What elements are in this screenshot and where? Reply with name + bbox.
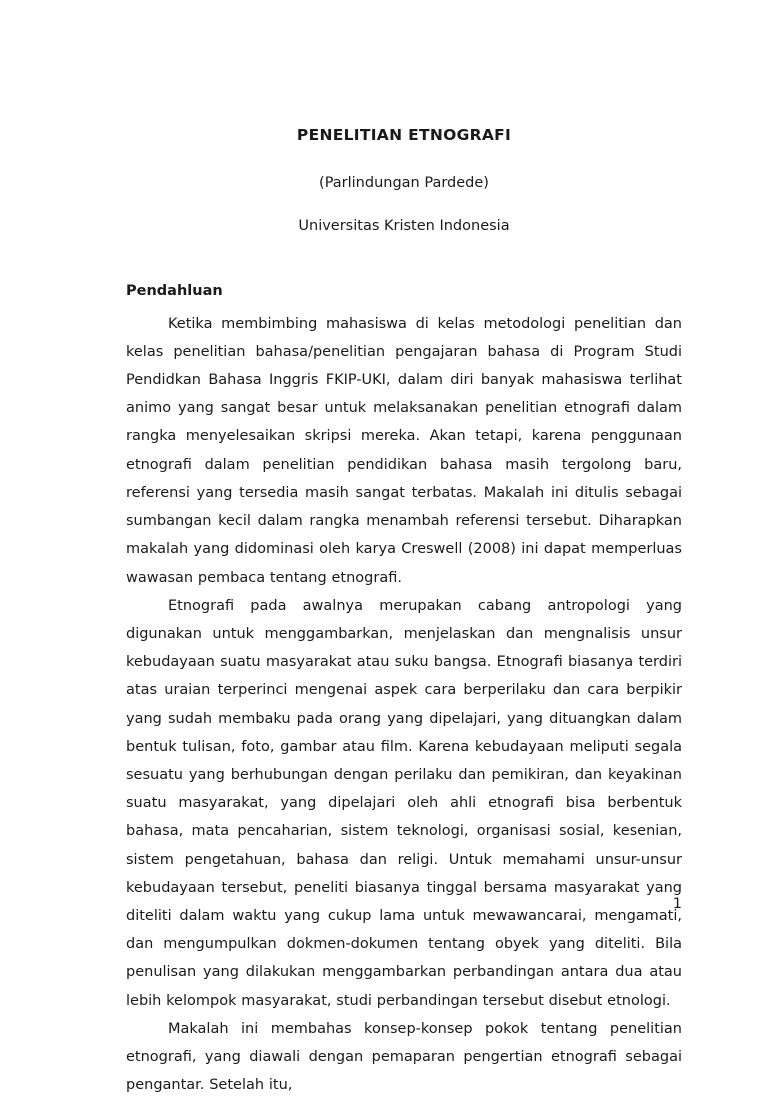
page-title: PENELITIAN ETNOGRAFI <box>296 126 512 144</box>
body-paragraph: Etnografi pada awalnya merupakan cabang antropologi yang digunakan untuk menggambarkan, menjelaskan dan mengnalisis unsur kebudayaan suatu masyarakat atau suku bangsa. Etnografi biasanya terdiri atas uraian terperinci mengenai aspek cara berperilaku dan cara berpikir yang sudah membaku pada orang yang dipelajari, yang dituangkan dalam bentuk tulisan, foto, gambar atau film. Karena kebudayaan meliputi segala sesuatu yang berhubungan dengan perilaku dan pemikiran, dan keyakinan suatu masyarakat, yang dipelajari oleh ahli etnografi bisa berbentuk bahasa, mata pencaharian, sistem teknologi, organisasi sosial, kesenian, sistem pengetahuan, bahasa dan religi. Untuk memahami unsur-unsur kebudayaan tersebut, peneliti biasanya tinggal bersama masyarakat yang diteliti dalam waktu yang cukup lama untuk mewawancarai, mengamati, dan mengumpulkan dokmen-dokumen tentang obyek yang diteliti. Bila penulisan yang dilakukan menggambarkan perbandingan antara dua atau lebih kelompok masyarakat, studi perbandingan tersebut disebut etnologi. <box>126 597 682 1009</box>
section-heading-pendahuluan: Pendahluan <box>126 282 223 299</box>
document-affiliation: Universitas Kristen Indonesia <box>298 217 510 234</box>
document-content <box>126 0 682 1099</box>
body-paragraph: Makalah ini membahas konsep-konsep pokok tentang penelitian etnografi, yang diawali dengan pemaparan pengertian etnografi sebagai pengantar. Setelah itu, <box>126 1020 682 1094</box>
body-paragraph: Ketika membimbing mahasiswa di kelas metodologi penelitian dan kelas penelitian bahasa/penelitian pengajaran bahasa di Program Studi Pendidkan Bahasa Inggris FKIP-UKI, dalam diri banyak mahasiswa terlihat animo yang sangat besar untuk melaksanakan penelitian etnografi dalam rangka menyelesaikan skripsi mereka. Akan tetapi, karena penggunaan etnografi dalam penelitian pendidikan bahasa masih tergolong baru, referensi yang tersedia masih sangat terbatas. Makalah ini ditulis sebagai sumbangan kecil dalam rangka menambah referensi tersebut. Diharapkan makalah yang didominasi oleh karya Creswell (2008) ini dapat memperluas wawasan pembaca tentang etnografi. <box>126 315 682 586</box>
document-author: (Parlindungan Pardede) <box>319 175 489 192</box>
page-number: 1 <box>672 896 682 912</box>
